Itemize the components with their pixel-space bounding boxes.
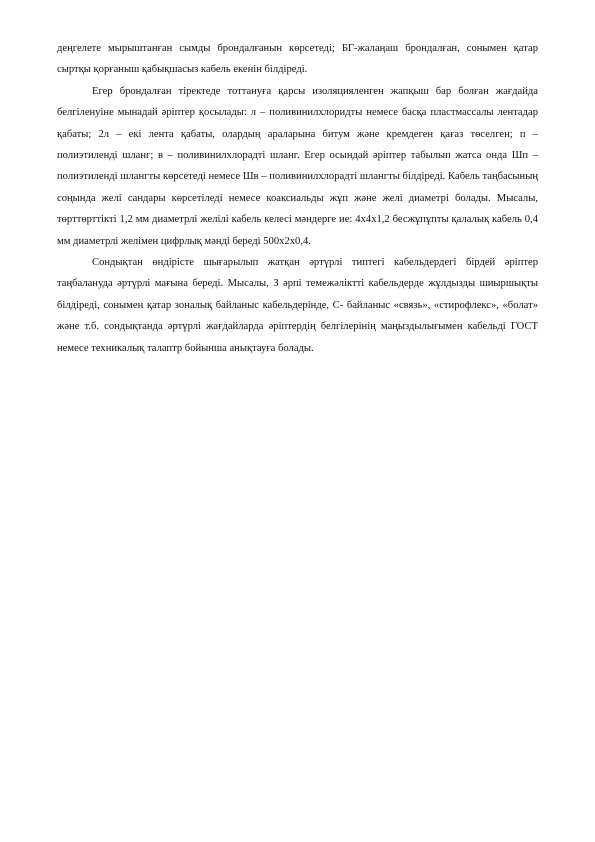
body-text bbox=[57, 38, 538, 359]
paragraph-1: деңгелете мырыштанған сымды брондалғанын көрсетеді; БГ-жалаңаш брондалған, сонымен қатар сыртқы қорғаныш қабықшасыз кабель екенін білдіреді. bbox=[57, 43, 538, 76]
paragraph-2: Егер брондалған тіректеде тоттануға қарсы изоляцияленген жапқыш бар болған жағдайда белгіленуіне мынадай әріптер қосылады: л – поливинилхлоридты немесе басқа пластмассалы лентадар қабаты; 2л – екі лента қабаты, олардың араларына битум және кремдеген қағаз төселген; п – полиэтиленді шланг; в – поливинилхлорадті шланг. Егер осындай әріптер табылып жатса онда Шп – полиэтиленді шлангты көрсетеді немесе Шв – поливинилхлорадті шлангты білдіреді. Кабель таңбасының соңында желі сандары көрсетіледі немесе коаксиальды жұп және желі диаметрі болады. Мысалы, төрттөрттікті 1,2 мм диаметрлі желілі кабель келесі мәндерге ие: 4х4х1,2 бесжұпұпты қалалық кабель 0,4 мм диаметрлі желімен цифрлық мәнді береді 500х2х0,4. bbox=[57, 85, 538, 247]
paragraph-3: Сондықтан өндірісте шығарылып жатқан әртүрлі типтегі кабельдердегі бірдей әріптер таңбалануда әртүрлі мағына береді. Мысалы, З әрпі темежәліктті кабельдерде жұлдызды шиыршықты білдіреді, сонымен қатар зоналық байланыс кабельдерінде, С- байланыс «связь», «стирофлекс», «болат» және т.б. сондықтанда әртүрлі жағдайларда әріптердің белгілерінің маңыздылығымен кабельді ГОСТ немесе техникалық талаптр бойынша анықтауға болады. bbox=[57, 257, 538, 354]
